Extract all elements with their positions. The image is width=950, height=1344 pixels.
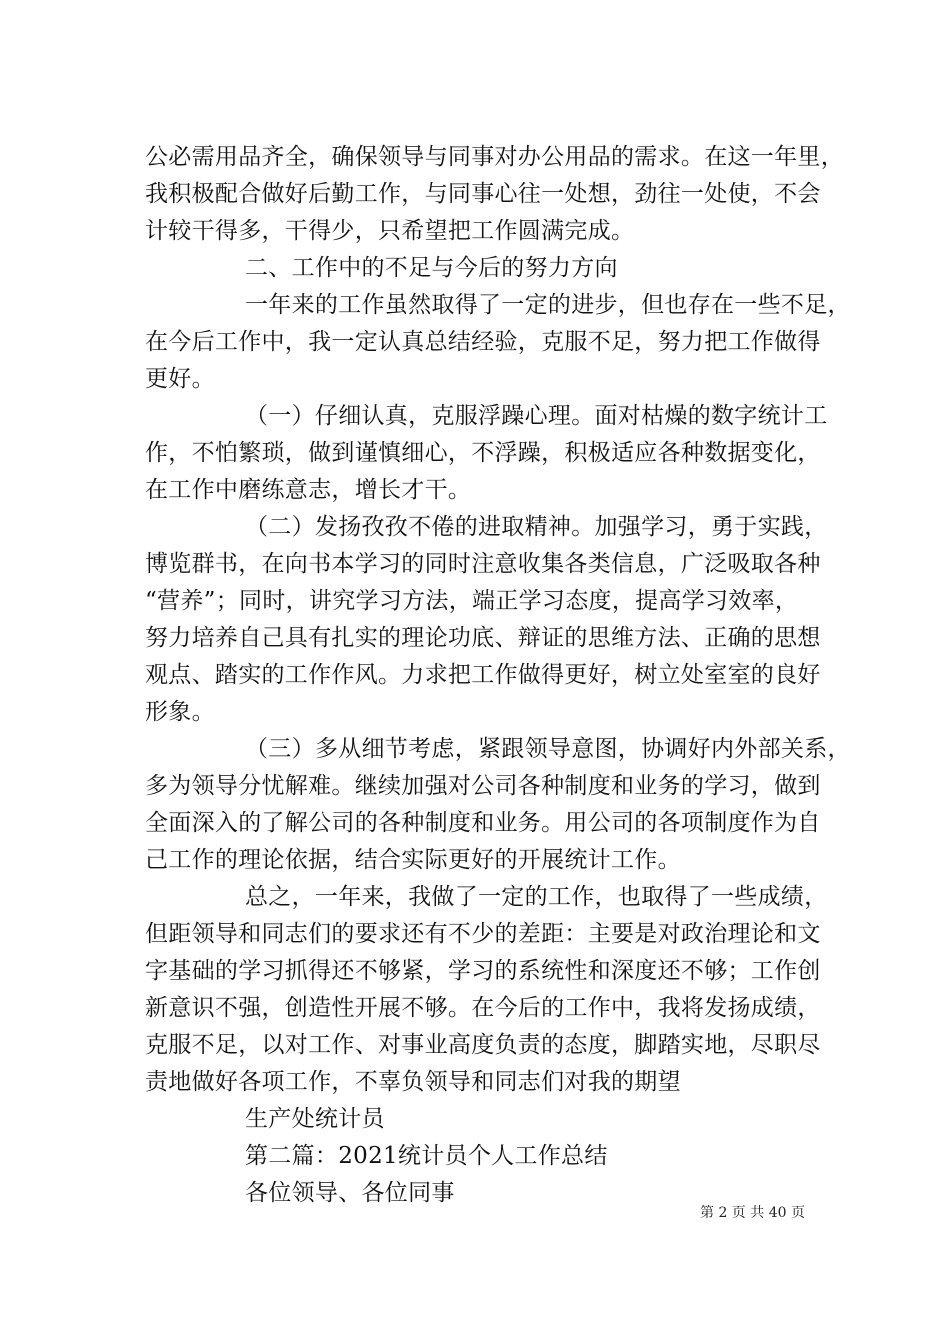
text-line: 更好。: [145, 366, 215, 392]
text-line: 字基础的学习抓得还不够紧，学习的系统性和深度还不够；工作创: [145, 958, 821, 984]
section-heading: 二、工作中的不足与今后的努力方向: [245, 255, 618, 281]
text-line: 责地做好各项工作，不辜负领导和同志们对我的期望: [145, 1069, 681, 1095]
text-line: 在今后工作中，我一定认真总结经验，克服不足，努力把工作做得: [145, 329, 821, 355]
section-title: 第二篇：2021统计员个人工作总结: [245, 1143, 608, 1169]
text-line: （三）多从细节考虑，紧跟领导意图，协调好内外部关系，: [245, 736, 851, 762]
text-line: 己工作的理论依据，结合实际更好的开展统计工作。: [145, 847, 681, 873]
signature-line: 生产处统计员: [245, 1106, 385, 1132]
text-line: 在工作中磨练意志，增长才干。: [145, 477, 472, 503]
text-line: 克服不足，以对工作、对事业高度负责的态度，脚踏实地，尽职尽: [145, 1032, 821, 1058]
text-line: 作，不怕繁琐，做到谨慎细心，不浮躁，积极适应各种数据变化，: [145, 440, 821, 466]
text-line: “营养”；同时，讲究学习方法，端正学习态度，提高学习效率，: [145, 588, 799, 614]
text-line: 公必需用品齐全，确保领导与同事对办公用品的需求。在这一年里，: [145, 144, 844, 170]
text-line: 全面深入的了解公司的各种制度和业务。用公司的各项制度作为自: [145, 810, 821, 836]
text-line: 多为领导分忧解难。继续加强对公司各种制度和业务的学习，做到: [145, 773, 821, 799]
page-number: 第 2 页 共 40 页: [700, 1205, 805, 1221]
text-line: 观点、踏实的工作作风。力求把工作做得更好，树立处室室的良好: [145, 662, 821, 688]
text-line: 计较干得多，干得少，只希望把工作圆满完成。: [145, 218, 635, 244]
text-line: 新意识不强，创造性开展不够。在今后的工作中，我将发扬成绩，: [145, 995, 821, 1021]
text-line: 博览群书，在向书本学习的同时注意收集各类信息，广泛吸取各种: [145, 551, 821, 577]
text-line: 我积极配合做好后勤工作，与同事心往一处想，劲往一处使，不会: [145, 181, 821, 207]
text-line: 努力培养自己具有扎实的理论功底、辩证的思维方法、正确的思想: [145, 625, 821, 651]
text-line: （二）发扬孜孜不倦的进取精神。加强学习，勇于实践，: [245, 514, 828, 540]
text-line: （一）仔细认真，克服浮躁心理。面对枯燥的数字统计工: [245, 403, 828, 429]
text-line: 形象。: [145, 699, 215, 725]
text-line: 总之，一年来，我做了一定的工作，也取得了一些成绩，: [245, 884, 828, 910]
salutation-line: 各位领导、各位同事: [245, 1180, 455, 1206]
text-line: 但距领导和同志们的要求还有不少的差距：主要是对政治理论和文: [145, 921, 821, 947]
text-line: 一年来的工作虽然取得了一定的进步，但也存在一些不足，: [245, 292, 851, 318]
